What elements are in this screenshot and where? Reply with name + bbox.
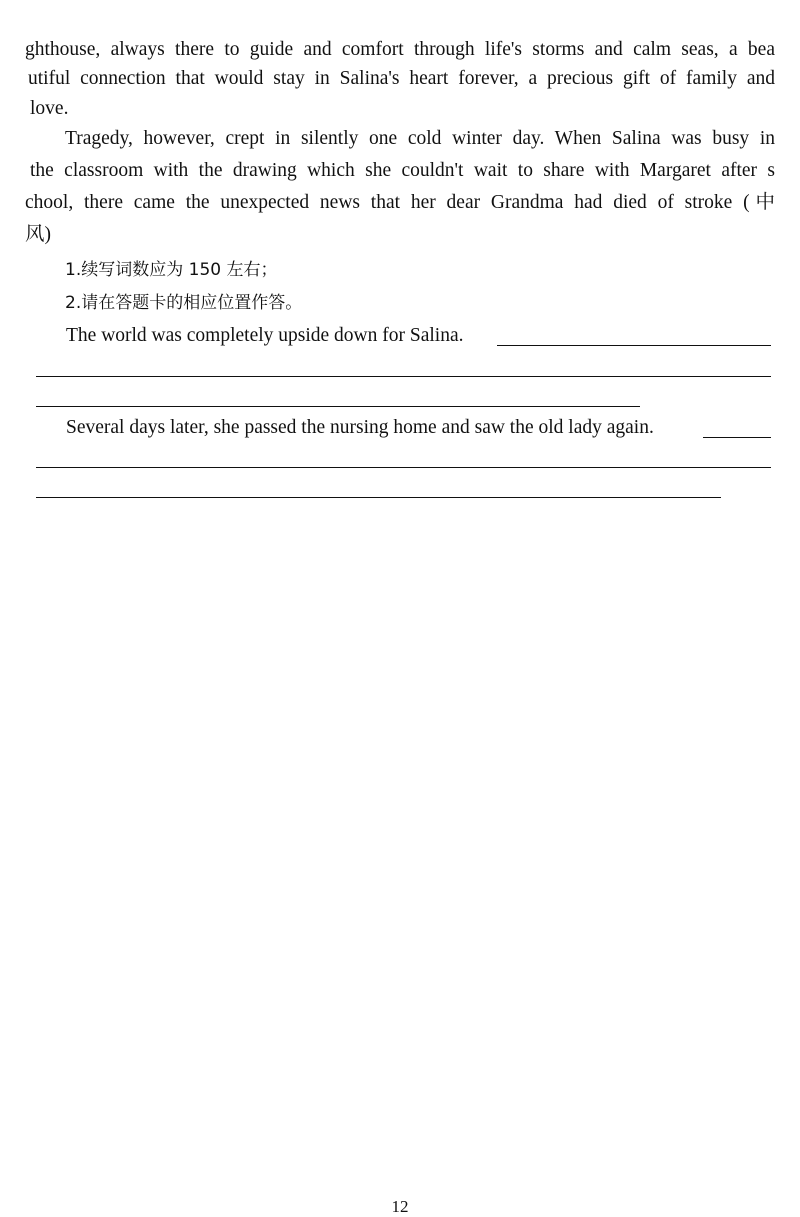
instruction-word-count: 1.续写词数应为 150 左右； [65, 260, 278, 280]
writing-line-1b [36, 376, 771, 377]
writing-blank-2a [703, 437, 771, 438]
writing-blank-1a [497, 345, 771, 346]
page-number: 12 [391, 1197, 409, 1216]
writing-line-2b [36, 467, 771, 468]
writing-line-1c [36, 406, 640, 407]
passage-line-1: ghthouse, always there to guide and comfort through life's storms and calm seas, a bea [25, 39, 775, 60]
passage-line-6: chool, there came the unexpected news that her dear Grandma had died of stroke (中 [25, 192, 775, 213]
instruction-answer-sheet: 2.请在答题卡的相应位置作答。 [65, 293, 303, 313]
writing-line-2c [36, 497, 721, 498]
passage-line-7: 风) [25, 224, 51, 245]
passage-line-5: the classroom with the drawing which she couldn't wait to share with Margaret after s [30, 160, 775, 181]
passage-line-4: Tragedy, however, crept in silently one cold winter day. When Salina was busy in [65, 128, 775, 149]
paragraph-start-2: Several days later, she passed the nursing home and saw the old lady again. [66, 417, 654, 438]
passage-line-2: utiful connection that would stay in Salina's heart forever, a precious gift of family and [28, 68, 775, 89]
paragraph-start-1: The world was completely upside down for Salina. [66, 325, 464, 346]
passage-line-3: love. [30, 98, 69, 119]
